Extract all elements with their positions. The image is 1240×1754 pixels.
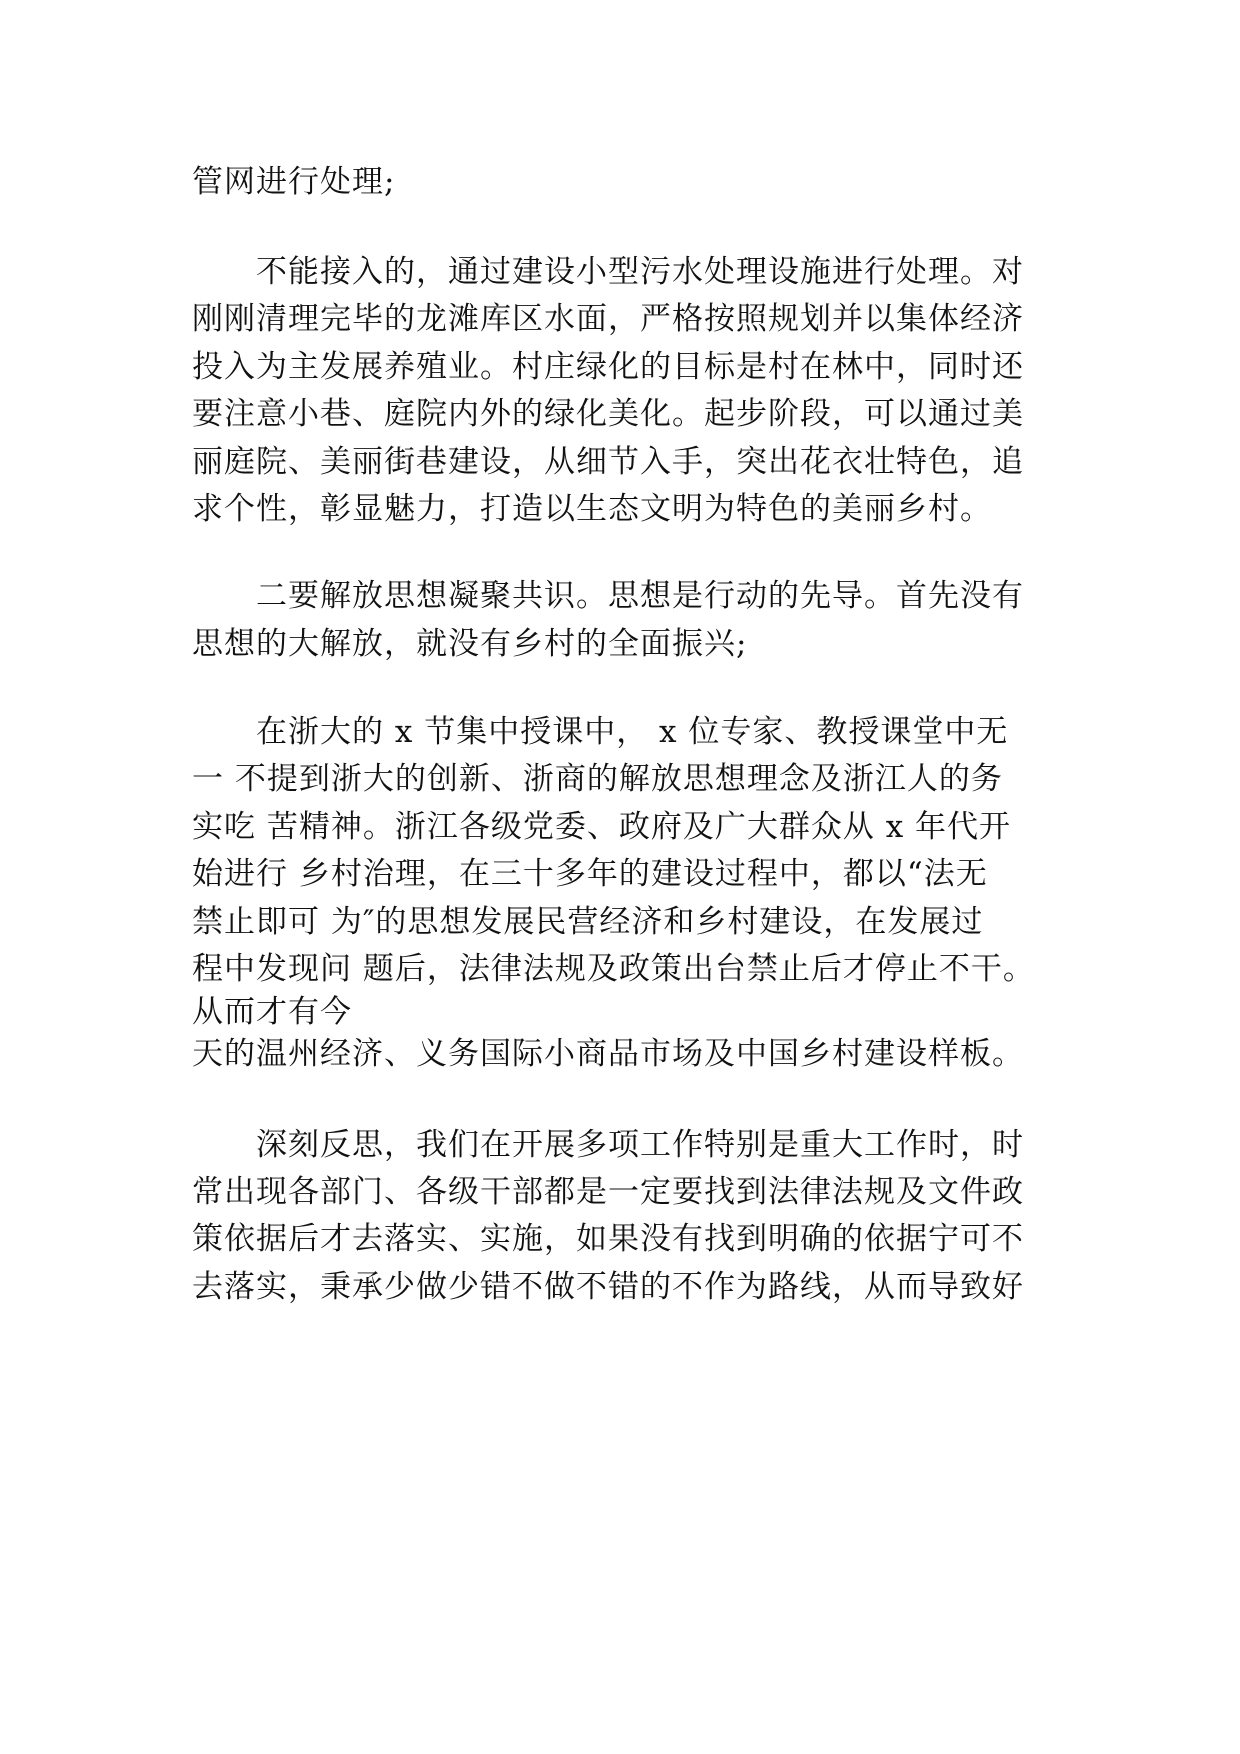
text-line: 要注意小巷、庭院内外的绿化美化。起步阶段，可以通过美 [192, 396, 1024, 432]
text-line: 一 不提到浙大的创新、浙商的解放思想理念及浙江人的务 [192, 761, 1003, 797]
paragraph-first-line: 深刻反思，我们在开展多项工作特别是重大工作时，时 [256, 1127, 1024, 1163]
text-line: 常出现各部门、各级干部都是一定要找到法律法规及文件政 [192, 1174, 1024, 1210]
text-line: 求个性，彰显魅力，打造以生态文明为特色的美丽乡村。 [192, 491, 992, 527]
text-line: 禁止即可 为″的思想发展民营经济和乡村建设，在发展过 [192, 904, 984, 940]
text-line: 始进行 乡村治理，在三十多年的建设过程中，都以“法无 [192, 856, 988, 892]
text-line: 思想的大解放，就没有乡村的全面振兴; [192, 626, 748, 662]
text-line: 去落实，秉承少做少错不做不错的不作为路线，从而导致好 [192, 1269, 1024, 1305]
paragraph-first-line: 二要解放思想凝聚共识。思想是行动的先导。首先没有 [256, 578, 1024, 614]
text-line: 从而才有今 [192, 994, 352, 1030]
text-line: 天的温州经济、义务国际小商品市场及中国乡村建设样板。 [192, 1036, 1024, 1072]
text-line: 刚刚清理完毕的龙滩库区水面，严格按照规划并以集体经济 [192, 301, 1024, 337]
text-line: 实吃 苦精神。浙江各级党委、政府及广大群众从 x 年代开 [192, 809, 1012, 845]
text-line: 管网进行处理; [192, 164, 396, 200]
text-line: 程中发现问 题后，法律法规及政策出台禁止后才停止不干。 [192, 951, 1035, 987]
text-line: 策依据后才去落实、实施，如果没有找到明确的依据宁可不 [192, 1221, 1024, 1257]
paragraph-first-line: 不能接入的，通过建设小型污水处理设施进行处理。对 [256, 254, 1024, 290]
text-line: 投入为主发展养殖业。村庄绿化的目标是村在林中，同时还 [192, 349, 1024, 385]
text-line: 丽庭院、美丽街巷建设，从细节入手，突出花衣壮特色，追 [192, 444, 1024, 480]
paragraph-first-line: 在浙大的 x 节集中授课中， x 位专家、教授课堂中无 [256, 714, 1009, 750]
